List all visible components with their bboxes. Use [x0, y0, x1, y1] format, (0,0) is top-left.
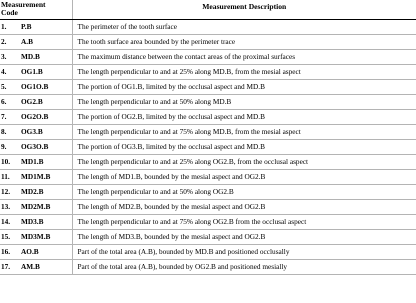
table-row [0, 214, 416, 229]
measurement-code: MD3M.B [21, 231, 51, 241]
measurement-code-cell [0, 34, 72, 49]
table-row [0, 124, 416, 139]
measurement-code-cell [0, 169, 72, 184]
measurement-description: The portion of OG3.B, limited by the occlusal aspect and MD.B [72, 139, 416, 154]
measurement-code: MD2M.B [21, 201, 51, 211]
table-row [0, 244, 416, 259]
row-number: 10. [1, 156, 11, 166]
table-row [0, 199, 416, 214]
measurement-code: P.B [21, 21, 32, 31]
table-row [0, 139, 416, 154]
measurement-description: The length of MD1.B, bounded by the mesial aspect and OG2.B [72, 169, 416, 184]
measurement-code-cell [0, 229, 72, 244]
table-body [0, 19, 416, 274]
measurement-code-cell [0, 199, 72, 214]
measurement-code: A.B [21, 36, 33, 46]
measurement-description: The length perpendicular to and at 25% along MD.B, from the mesial aspect [72, 64, 416, 79]
table-row [0, 49, 416, 64]
row-number: 8. [1, 126, 7, 136]
measurement-description: The tooth surface area bounded by the perimeter trace [72, 34, 416, 49]
measurement-code-cell [0, 19, 72, 34]
measurement-description: The length of MD3.B, bounded by the mesial aspect and OG2.B [72, 229, 416, 244]
measurement-code-cell [0, 109, 72, 124]
measurement-description: Part of the total area (A.B), bounded by OG2.B and positioned mesially [72, 259, 416, 274]
row-number: 11. [1, 171, 10, 181]
measurement-code-cell [0, 244, 72, 259]
measurement-description: Part of the total area (A.B), bounded by MD.B and positioned occlusally [72, 244, 416, 259]
table-row [0, 184, 416, 199]
measurement-code-cell [0, 214, 72, 229]
row-number: 3. [1, 51, 7, 61]
measurement-code: MD3.B [21, 216, 44, 226]
measurement-description: The portion of OG2.B, limited by the occlusal aspect and MD.B [72, 109, 416, 124]
row-number: 14. [1, 216, 11, 226]
measurement-description: The portion of OG1.B, limited by the occlusal aspect and MD.B [72, 79, 416, 94]
header-row [0, 0, 416, 19]
header-measurement-description: Measurement Description [72, 0, 416, 19]
measurement-code: OG3O.B [21, 141, 49, 151]
row-number: 9. [1, 141, 7, 151]
row-number: 17. [1, 261, 11, 271]
measurement-code-cell [0, 154, 72, 169]
measurement-description: The length of MD2.B, bounded by the mesial aspect and OG2.B [72, 199, 416, 214]
table-row [0, 79, 416, 94]
measurement-code: OG2.B [21, 96, 43, 106]
measurement-description: The perimeter of the tooth surface [72, 19, 416, 34]
measurement-code: OG1.B [21, 66, 43, 76]
measurement-code-cell [0, 259, 72, 274]
measurement-description: The length perpendicular to and at 25% along OG2.B, from the occlusal aspect [72, 154, 416, 169]
table-row [0, 259, 416, 274]
measurement-code-cell [0, 64, 72, 79]
row-number: 4. [1, 66, 7, 76]
row-number: 12. [1, 186, 11, 196]
measurement-code: AO.B [21, 246, 39, 256]
measurement-description: The length perpendicular to and at 50% along MD.B [72, 94, 416, 109]
measurement-description: The length perpendicular to and at 75% along MD.B, from the mesial aspect [72, 124, 416, 139]
measurement-description: The length perpendicular to and at 75% along OG2.B from the occlusal aspect [72, 214, 416, 229]
measurement-code: MD1M.B [21, 171, 51, 181]
measurement-code: OG3.B [21, 126, 43, 136]
table-row [0, 94, 416, 109]
row-number: 1. [1, 21, 7, 31]
measurement-code: MD1.B [21, 156, 44, 166]
row-number: 6. [1, 96, 7, 106]
table-row [0, 109, 416, 124]
measurement-code: OG2O.B [21, 111, 49, 121]
table-row [0, 229, 416, 244]
header-measurement-code [0, 0, 72, 19]
table-row [0, 169, 416, 184]
measurement-code: AM.B [21, 261, 40, 271]
row-number: 13. [1, 201, 11, 211]
row-number: 2. [1, 36, 7, 46]
table-row [0, 154, 416, 169]
measurement-code: MD2.B [21, 186, 44, 196]
table-row [0, 64, 416, 79]
header-code-line2: Code [1, 8, 18, 18]
measurement-code-cell [0, 184, 72, 199]
header-code-line1: Measurement [1, 0, 46, 9]
measurement-code: MD.B [21, 51, 40, 61]
measurement-code-cell [0, 94, 72, 109]
measurement-description: The maximum distance between the contact areas of the proximal surfaces [72, 49, 416, 64]
measurement-code-cell [0, 49, 72, 64]
measurement-code-cell [0, 124, 72, 139]
measurement-code: OG1O.B [21, 81, 49, 91]
row-number: 5. [1, 81, 7, 91]
measurement-description: The length perpendicular to and at 50% along OG2.B [72, 184, 416, 199]
table-row [0, 19, 416, 34]
table-row [0, 34, 416, 49]
measurement-code-cell [0, 79, 72, 94]
measurement-code-cell [0, 139, 72, 154]
row-number: 16. [1, 246, 11, 256]
table-header [0, 0, 416, 19]
row-number: 15. [1, 231, 11, 241]
row-number: 7. [1, 111, 7, 121]
